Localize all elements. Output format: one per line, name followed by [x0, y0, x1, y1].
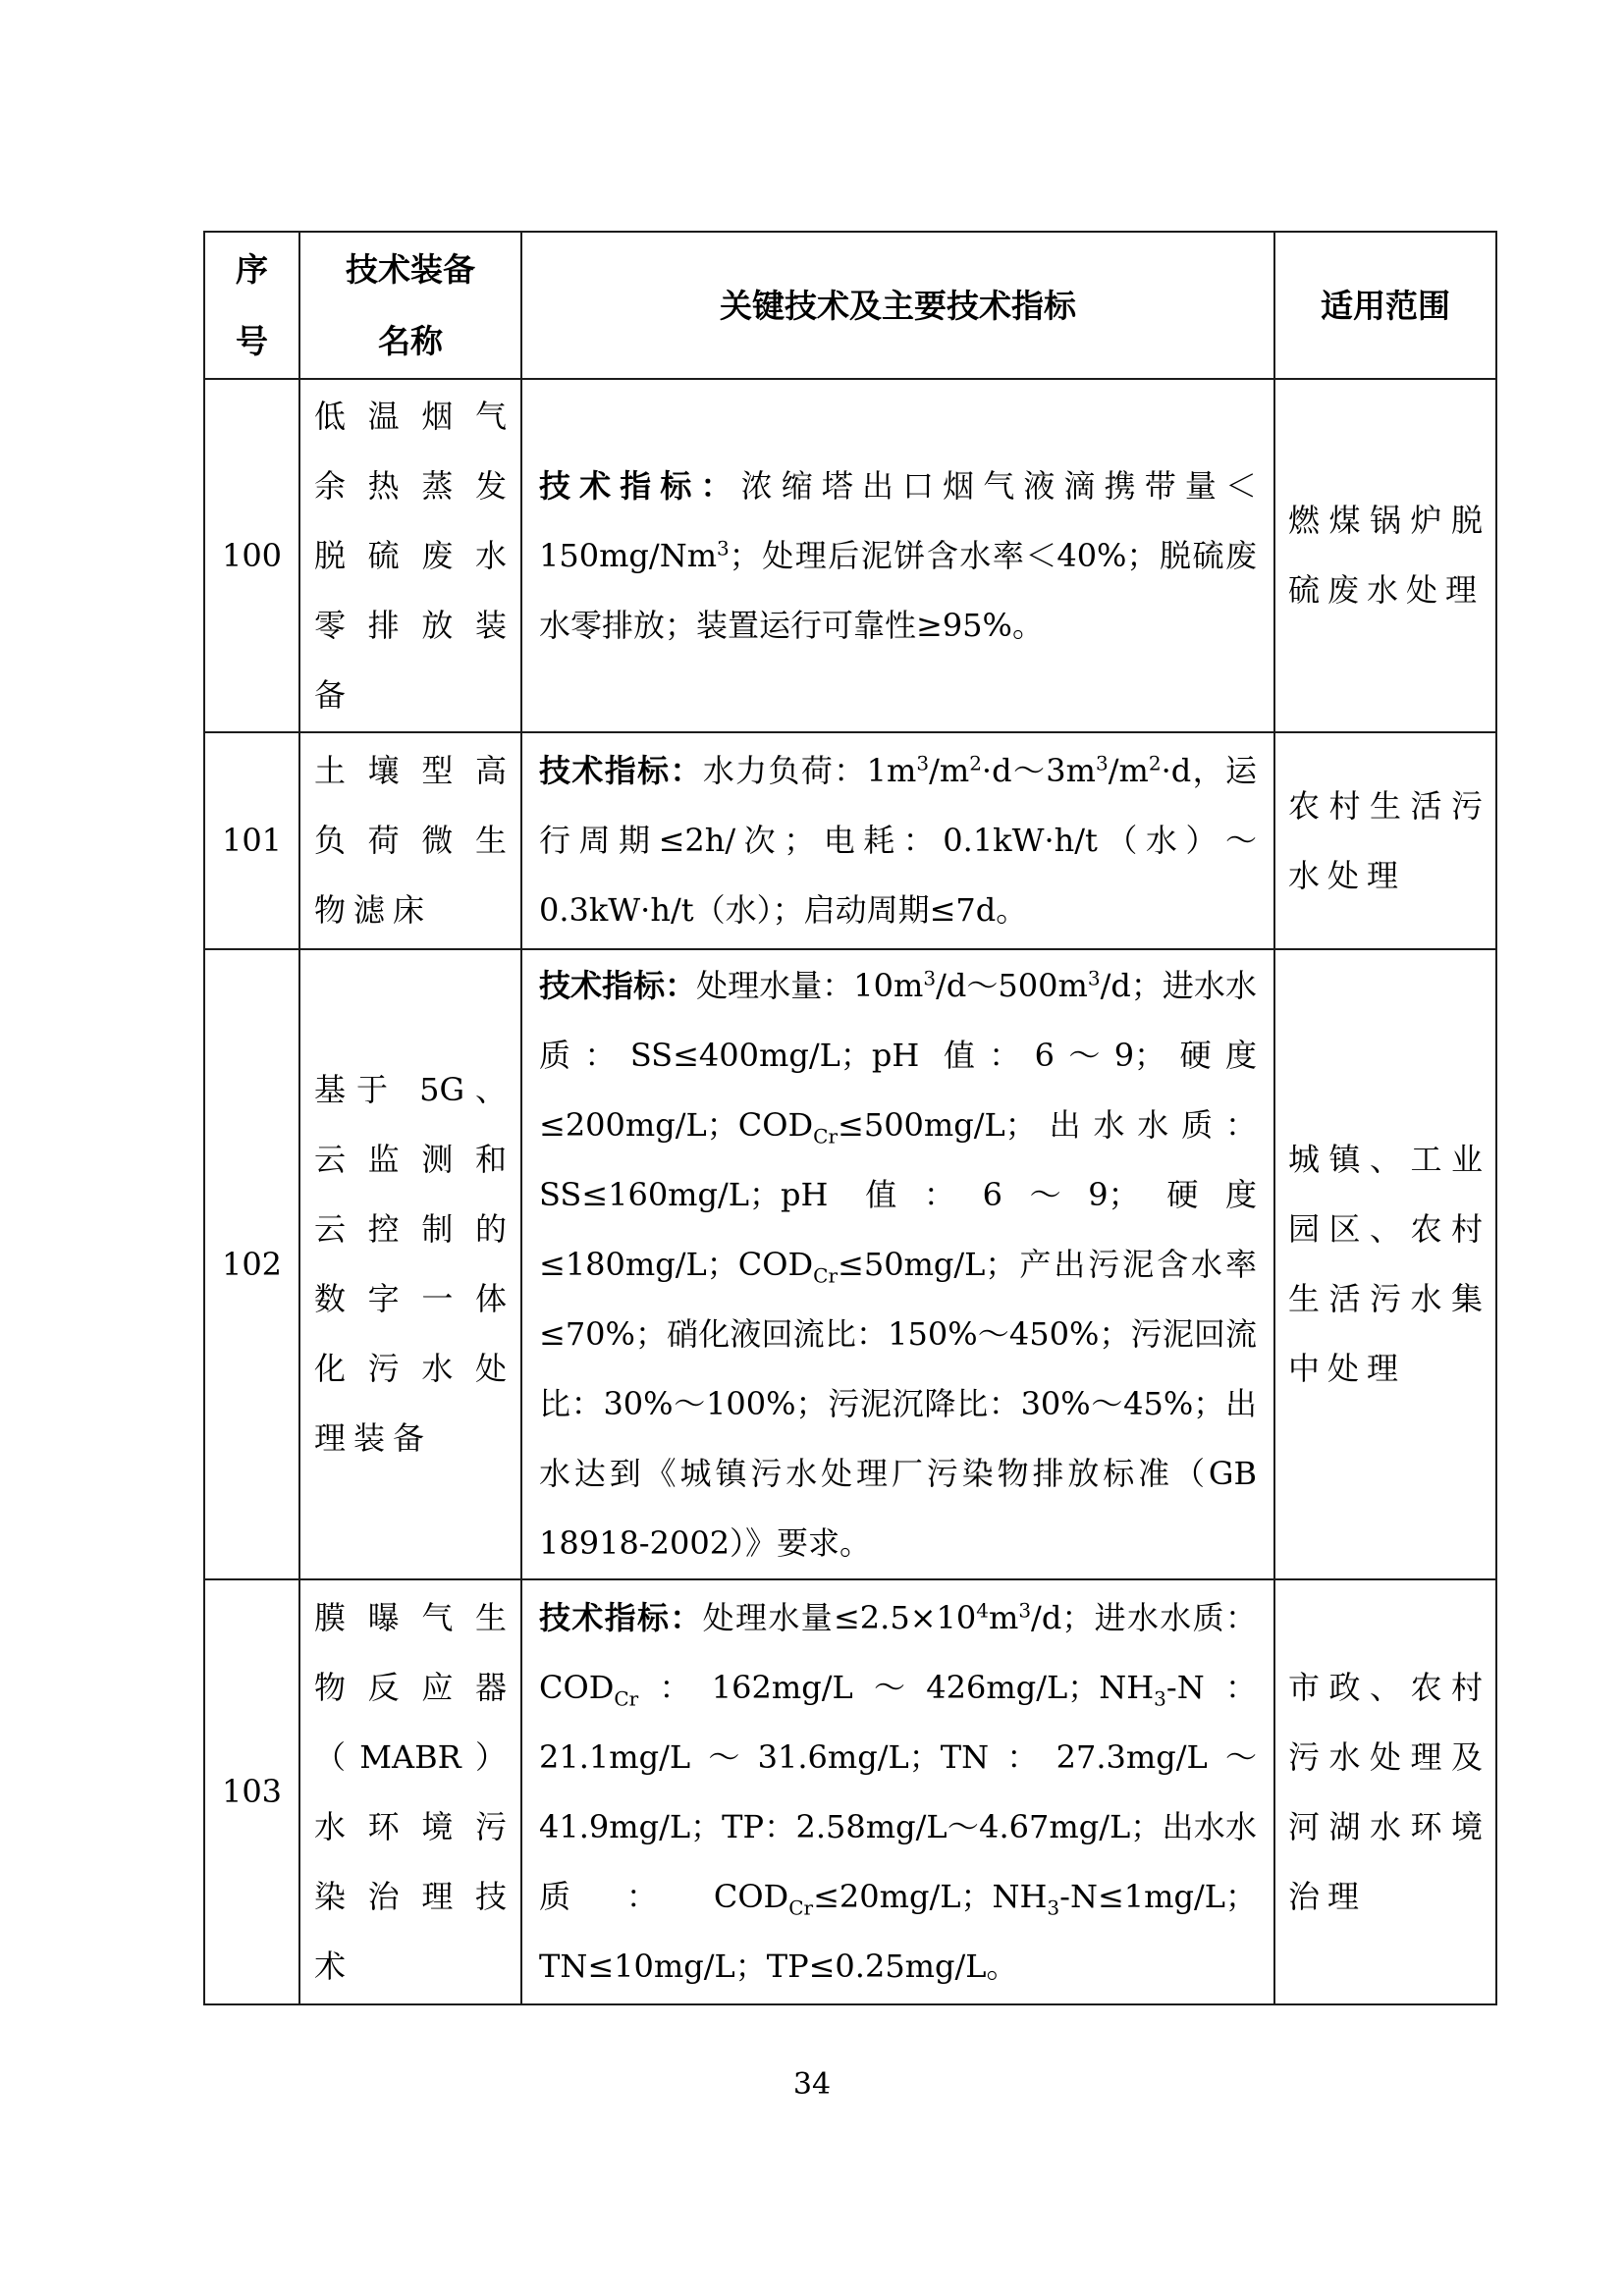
table-row — [204, 1579, 1496, 2004]
equipment-name-cell — [299, 732, 521, 949]
indicator-body: 水力负荷：$1m^3/m^2\cdot d\sim 3m^3/m^2\cdot d$，运行周期≤2h/次；电耗：0.1kW·h/t（水）～0.3kW·h/t（水）；启动周期≤7d。 — [539, 751, 1257, 929]
row-number: 100 — [204, 379, 299, 732]
equipment-name-cell — [299, 379, 521, 732]
header-col-name: 技术装备名称 — [299, 232, 521, 379]
table-row — [204, 732, 1496, 949]
indicator-label: 技术指标： — [539, 752, 703, 789]
table-body — [204, 379, 1496, 2004]
header-col-scope: 适用范围 — [1274, 232, 1496, 379]
scope: 燃煤锅炉脱 硫废水处理 — [1288, 502, 1486, 609]
indicator-cell — [521, 949, 1274, 1579]
equipment-name: 基于 5G、 云监测和 云控制的 数字一体 化污水处 理装备 — [314, 1071, 507, 1457]
indicator-cell — [521, 1579, 1274, 2004]
scope-cell — [1274, 732, 1496, 949]
page-number: 34 — [792, 2067, 832, 2102]
header-col-number: 序号 — [204, 232, 299, 379]
indicator-body: 处理水量：$10m^3/d\sim 500m^3/d$；进水水质：SS≤400mg/L；pH 值：6～9；硬度≤200mg/L；$COD_{Cr}\le 500mg/L$；出水水质：SS≤160mg/L；pH 值：6～9；硬度≤180mg/L；$COD_{Cr}\le 50mg/L$；产出污泥含水率≤70%；硝化液回流比：150%～450%；污泥回流比：30%～100%；污泥沉降比：30%～45%；出水达到《城镇污水处理厂污染物排放标准（GB 18918-2002）》要求。 — [539, 965, 1257, 1562]
scope: 市政、农村 污水处理及 河湖水环境 治理 — [1288, 1668, 1483, 1915]
row-number: 102 — [204, 949, 299, 1579]
table-row — [204, 379, 1496, 732]
indicator-cell — [521, 379, 1274, 732]
indicator-cell — [521, 732, 1274, 949]
indicator-body: 处理水量$\le 2.5\times 10^4m^3/d$；进水水质：$COD_{Cr}$：162mg/L～426mg/L；$NH_3-N$：21.1mg/L～31.6mg/L；TN：27.3mg/L～41.9mg/L；TP：2.58mg/L～4.67mg/L；出水水质：$COD_{Cr}\le 20mg/L$；$NH_3-N\le 1mg/L$；TN≤10mg/L；TP≤0.25mg/L。 — [539, 1597, 1257, 1985]
scope: 城镇、工业 园区、农村 生活污水集 中处理 — [1288, 1141, 1483, 1387]
scope-cell — [1274, 949, 1496, 1579]
scope-cell — [1274, 379, 1496, 732]
scope-cell — [1274, 1579, 1496, 2004]
row-number: 101 — [204, 732, 299, 949]
row-number: 103 — [204, 1579, 299, 2004]
indicator-label: 技术指标： — [539, 966, 697, 1004]
equipment-name: 膜曝气生 物反应器 （MABR） 水环境污 染治理技 术 — [314, 1598, 507, 1985]
indicator-label: 技术指标： — [539, 466, 741, 505]
indicator-label: 技术指标： — [539, 1598, 703, 1636]
equipment-name-cell — [299, 1579, 521, 2004]
table-row — [204, 949, 1496, 1579]
table-header — [204, 232, 1496, 379]
header-row — [204, 232, 1496, 379]
indicator-body: 浓缩塔出口烟气液滴携带量$<150mg/Nm^3$；处理后泥饼含水率＜40%；脱硫废水零排放；装置运行可靠性≥95%。 — [539, 466, 1257, 644]
equipment-table — [203, 231, 1497, 2005]
scope: 农村生活污 水处理 — [1288, 786, 1483, 894]
equipment-name-cell — [299, 949, 521, 1579]
header-col-indicator: 关键技术及主要技术指标 — [521, 232, 1274, 379]
equipment-name: 低温烟气 余热蒸发 脱硫废水 零排放装 备 — [314, 397, 507, 714]
equipment-name: 土壤型高 负荷微生 物滤床 — [314, 752, 507, 929]
